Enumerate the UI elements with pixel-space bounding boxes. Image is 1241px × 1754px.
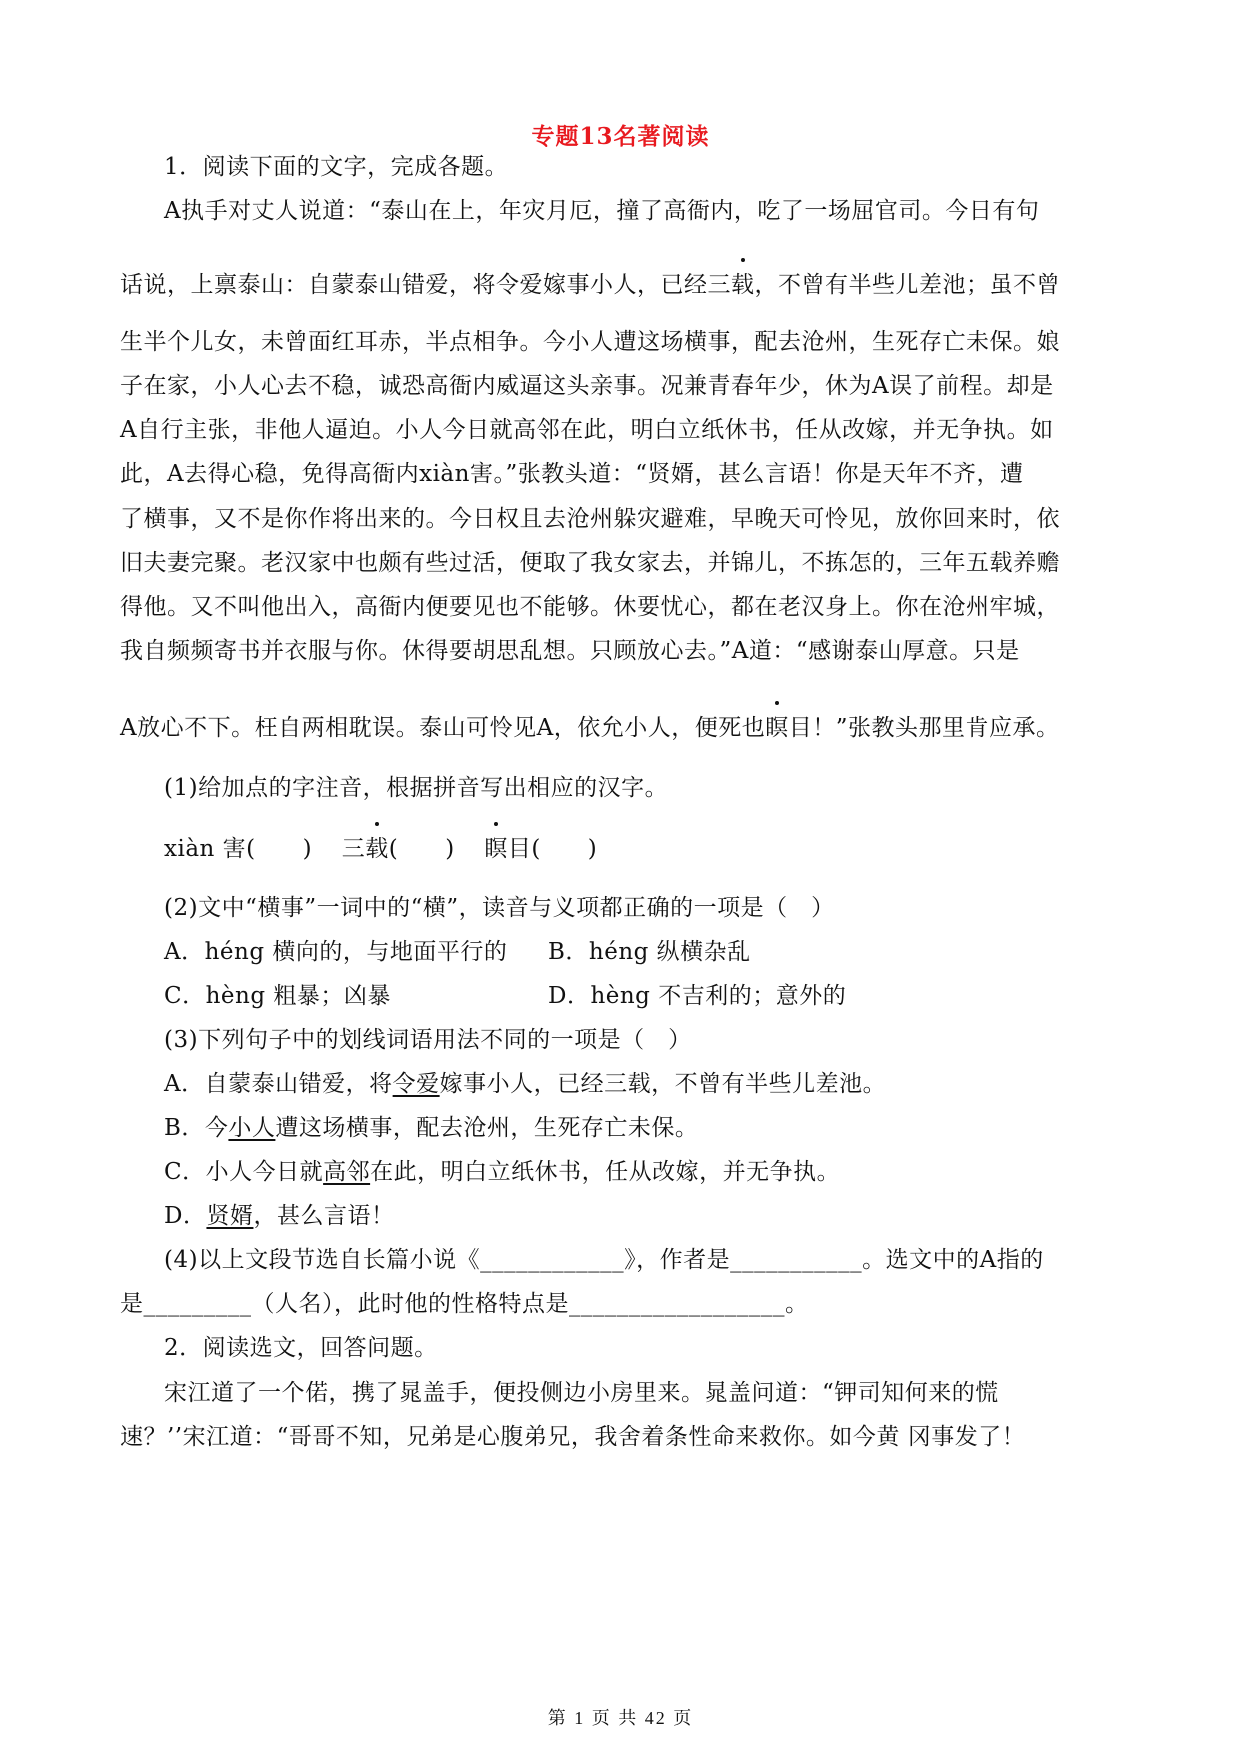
question-2-line-1: 宋江道了一个偌，携了晁盖手，便投侧边小房里来。晁盖问道：“钾司知何来的慌 xyxy=(164,1380,999,1406)
passage-line-6: 此，A去得心稳，免得高衙内xiàn害。”张教头道：“贤婿，甚么言语！你是天年不齐，遭 xyxy=(120,461,1024,487)
subquestion-4-line-2: 是_________（人名），此时他的性格特点是__________________。 xyxy=(120,1291,809,1317)
question-1-intro: 1．阅读下面的文字，完成各题。 xyxy=(164,154,509,180)
option-a: A．héng 横向的，与地面平行的 xyxy=(164,939,508,965)
subquestion-2-prompt: (2)文中“横事”一词中的“横”，读音与义项都正确的一项是（ ） xyxy=(164,895,835,921)
underlined-word: 小人 xyxy=(228,1115,276,1141)
option-b: B．今小人遭这场横事，配去沧州，生死存亡未保。 xyxy=(164,1115,699,1141)
dotted-char: 瞑 xyxy=(484,836,508,862)
pinyin-item-2: 三载( ) xyxy=(341,836,455,862)
subquestion-2-options-ab xyxy=(164,937,507,967)
passage-line-1: A执手对丈人说道：“泰山在上，年灾月厄，撞了高衙内，吃了一场屈官司。今日有句 xyxy=(164,198,1040,224)
dotted-char: 瞑 xyxy=(765,715,789,741)
option-a: A．自蒙泰山错爱，将令爱嫁事小人，已经三载，不曾有半些儿差池。 xyxy=(164,1071,887,1097)
pinyin-item-1: xiàn 害( ) xyxy=(164,836,313,862)
passage-line-11: A放心不下。枉自两相耽误。泰山可怜见A，依允小人，便死也瞑目！”张教头那里肯应承。 xyxy=(120,715,1060,741)
option-c: C．hèng 粗暴；凶暴 xyxy=(164,983,391,1009)
option-b: B．héng 纵横杂乱 xyxy=(548,939,751,965)
dotted-char: 载 xyxy=(731,272,755,298)
passage-line-5: A自行主张，非他人逼迫。小人今日就高邻在此，明白立纸休书，任从改嫁，并无争执。如 xyxy=(120,417,1054,443)
subquestion-4-line-1: (4)以上文段节选自长篇小说《____________》，作者是___________。选文中的A指的 xyxy=(164,1247,1044,1273)
option-d: D．hèng 不吉利的；意外的 xyxy=(548,983,847,1009)
passage-line-10: 我自频频寄书并衣服与你。休得要胡思乱想。只顾放心去。”A道：“感谢泰山厚意。只是 xyxy=(120,638,1020,664)
option-d: D．贤婿，甚么言语！ xyxy=(164,1203,395,1229)
option-c: C．小人今日就高邻在此，明白立纸休书，任从改嫁，并无争执。 xyxy=(164,1159,841,1185)
pinyin-item-3: 瞑目( ) xyxy=(484,836,598,862)
underlined-word: 高邻 xyxy=(323,1159,371,1185)
passage-line-7: 了横事，又不是你作将出来的。今日权且去沧州躲灾避难，早晚天可怜见，放你回来时，依 xyxy=(120,506,1060,532)
underlined-word: 贤婿 xyxy=(206,1203,254,1229)
page-title: 专题13名著阅读 xyxy=(531,123,710,150)
question-2-line-2: 速？’’宋江道：“哥哥不知，兄弟是心腹弟兄，我舍着条性命来救你。如今黄 冈事发了！ xyxy=(120,1424,1026,1450)
subquestion-3-prompt: (3)下列句子中的划线词语用法不同的一项是（ ） xyxy=(164,1027,692,1053)
passage-line-2: 话说，上禀泰山：自蒙泰山错爱，将令爱嫁事小人，已经三载，不曾有半些儿差池；虽不曾 xyxy=(120,272,1060,298)
subquestion-1-items xyxy=(164,834,597,864)
question-2-intro: 2．阅读选文，回答问题。 xyxy=(164,1335,438,1361)
subquestion-1-prompt: (1)给加点的字注音，根据拼音写出相应的汉字。 xyxy=(164,775,669,801)
passage-line-9: 得他。又不叫他出入，高衙内便要见也不能够。休要忧心，都在老汉身上。你在沧州牢城， xyxy=(120,594,1060,620)
underlined-word: 令爱 xyxy=(392,1071,440,1097)
passage-line-3: 生半个儿女，未曾面红耳赤，半点相争。今小人遭这场横事，配去沧州，生死存亡未保。娘 xyxy=(120,329,1060,355)
page-footer: 第 1 页 共 42 页 xyxy=(547,1708,694,1728)
passage-line-8: 旧夫妻完聚。老汉家中也颇有些过活，便取了我女家去，并锦儿，不拣怎的，三年五载养赡 xyxy=(120,550,1060,576)
passage-line-4: 子在家，小人心去不稳，诚恐高衙内威逼这头亲事。况兼青春年少，休为A误了前程。却是 xyxy=(120,373,1054,399)
dotted-char: 载 xyxy=(365,836,389,862)
